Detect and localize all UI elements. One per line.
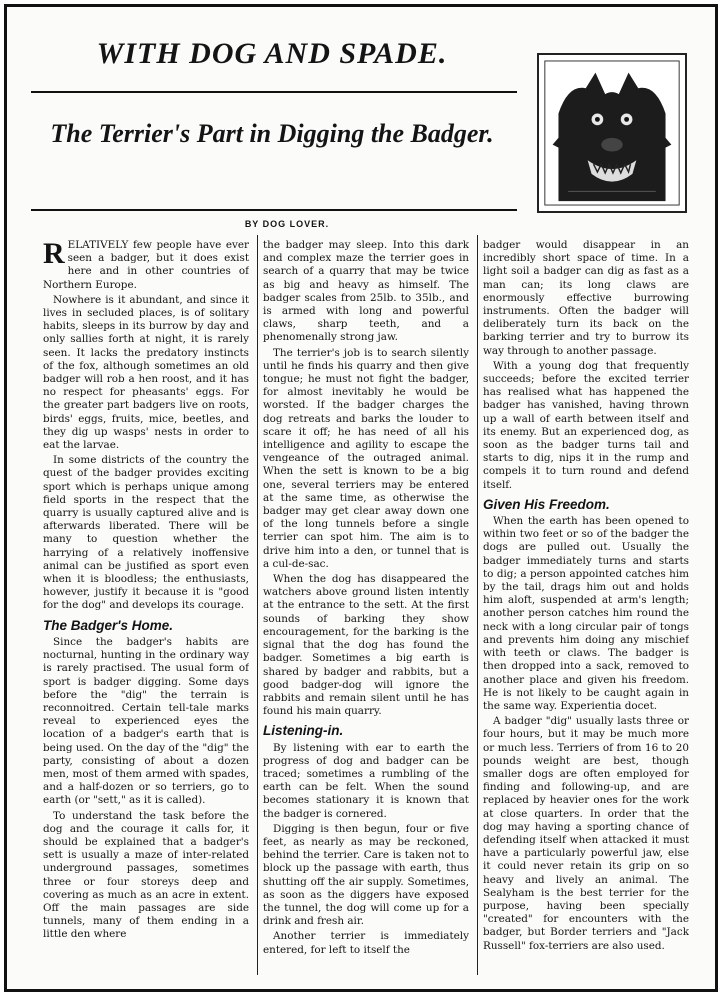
paragraph xyxy=(43,454,249,612)
column-divider xyxy=(477,235,478,975)
paragraph-text: ELATIVELY few people have ever seen a badger, but it does exist here and in other countries of Northern Europe. xyxy=(43,239,249,291)
lead-paragraph xyxy=(43,239,249,292)
headline: WITH DOG AND SPADE. xyxy=(96,37,448,70)
paragraph xyxy=(483,515,689,713)
subheadline: The Terrier's Part in Digging the Badger. xyxy=(50,119,494,148)
paragraph-text: With a young dog that frequently succeeds; before the excited terrier has realised what has happened the badger has vanished, having thrown up a wall of earth between itself and its enemy. But an experienced dog, as soon as the badger turns tail and starts to dig, nips it in the rump and compels it to turn round and defend itself. xyxy=(483,359,689,491)
paragraph xyxy=(263,347,469,571)
byline: BY DOG LOVER. xyxy=(244,219,330,229)
subheadline-rule xyxy=(31,209,517,211)
paragraph-text: By listening with ear to earth the progress of dog and badger can be traced; sometimes a rumbling of the earth can be felt. When the sound becomes stationary it is known that the badger is cornered. xyxy=(263,741,469,820)
paragraph-text: To understand the task before the dog and the courage it calls for, it should be explained that a badger's sett is usually a maze of inter-related underground passages, sometimes three or four storeys deep and covering as much as an acre in extent. Off the main passages are side tunnels, many of them ending in a little den where xyxy=(43,809,249,941)
paragraph xyxy=(483,239,689,358)
paragraph-text: When the dog has disappeared the watchers above ground listen intently at the entrance to the sett. At the first sounds of barking they show encouragement, for the barking is the signal that the dog has found the badger. Sometimes a big earth is shared by badger and rabbits, but a good badger-dog will ignore the rabbits and remain silent until he has found his main quarry. xyxy=(263,573,469,718)
paragraph-text: the badger may sleep. Into this dark and complex maze the terrier goes in search of a quarry that may be twice as big and heavy as himself. The badger scales from 25lb. to 35lb., and is armed with long and powerful claws, sharp teeth, and a phenomenally strong jaw. xyxy=(263,239,469,344)
paragraph-text: Nowhere is it abundant, and since it lives in secluded places, is of solitary habits, sleeps in its burrow by day and only sallies forth at night, it is rarely seen. It lacks the predatory instincts of the fox, although sometimes an old badger will rob a hen roost, and it has no respect for pheasants' eggs. For the greater part badgers live on roots, birds' eggs, fruits, mice, beetles, and they dig up wasps' nests in order to eat the larvae. xyxy=(43,293,249,452)
paragraph xyxy=(43,294,249,452)
paragraph-text: When the earth has been opened to within two feet or so of the badger the dogs are pulled out. Usually the badger immediately turns and starts to dig; a person appointed catches him by the tail, drags him out and holds him aloft, suspended at arm's length; another person catches him round the neck with a long circular pair of tongs and prevents him doing any mischief with teeth or claws. The badger is then dropped into a sack, removed to another place and given his freedom. He is not likely to be caught again in the same way. Experientia docet. xyxy=(483,515,689,712)
paragraph xyxy=(263,573,469,718)
article-column-2 xyxy=(263,239,469,981)
paragraph-text: The terrier's job is to search silently until he finds his quarry and then give tongue; he must not fight the badger, for almost inevitably he would be worsted. If the badger charges the dog retreats and barks the louder to scare it off; he has need of all his intelligence and agility to escape the vengeance of the outraged animal. When the sett is known to be a big one, several terriers may be entered at the same time, as otherwise the badger may get clear away down one of the long tunnels before a single terrier can spot him. The aim is to drive him into a den, or tunnel that is a cul-de-sac. xyxy=(263,346,469,570)
section-heading: The Badger's Home. xyxy=(43,617,173,633)
paragraph xyxy=(263,239,469,345)
paragraph xyxy=(43,810,249,942)
paragraph xyxy=(483,360,689,492)
paragraph-text: Another terrier is immediately entered, for left to itself the xyxy=(263,930,469,956)
column-divider xyxy=(257,235,258,975)
paragraph xyxy=(263,930,469,956)
paragraph-text: Digging is then begun, four or five feet, as nearly as may be reckoned, behind the terrier. Care is taken not to block up the passage with earth, thus shutting off the air supply. Sometimes, as soon as the diggers have exposed the tunnel, the dog will come up for a drink and fresh air. xyxy=(263,822,469,928)
paragraph-text: Since the badger's habits are nocturnal, hunting in the ordinary way is rarely practised. The usual form of sport is badger digging. Some days before the "dig" the terrain is reconnoitred. Certain tell-tale marks reveal to experienced eyes the location of a badger's earth that is being used. On the day of the "dig" the party, consisting of about a dozen men, most of them armed with spades, and a half-dozen or so terriers, go to earth (or "sett," as it is called). xyxy=(43,635,249,807)
paragraph xyxy=(263,823,469,929)
headline-rule xyxy=(31,91,517,93)
article-column-3 xyxy=(483,239,689,981)
section-heading: Listening-in. xyxy=(263,723,344,739)
paragraph xyxy=(263,742,469,821)
newspaper-clipping xyxy=(4,4,718,992)
terrier-head-icon xyxy=(539,55,685,211)
drop-cap: R xyxy=(43,239,65,270)
paragraph xyxy=(483,715,689,953)
terrier-illustration xyxy=(537,53,687,213)
paragraph-text: badger would disappear in an incredibly short space of time. In a light soil a badger can dig as fast as a man can; its long claws are enormously effective burrowing instruments. Often the badger will deliberately turn its back on the barking terrier and try to burrow its way through to another passage. xyxy=(483,239,689,357)
paragraph-text: In some districts of the country the quest of the badger provides exciting sport which is perhaps unique among field sports in the respect that the quarry is usually captured alive and is afterwards liberated. There will be many to question whether the harrying of a relatively inoffensive animal can be justified as sport even when it is bloodless; the enthusiasts, however, justify it because it is "good for the dog" and develops its courage. xyxy=(43,454,249,612)
paragraph xyxy=(43,636,249,808)
section-heading: Given His Freedom. xyxy=(483,496,610,512)
article-column-1 xyxy=(43,239,249,981)
paragraph-text: A badger "dig" usually lasts three or four hours, but it may be much more or much less. Terriers of from 16 to 20 pounds weight are best, though smaller dogs are often employed for finding and following-up, and are replaced by heavier ones for the work at close quarters. In order that the dog may having a sporting chance of defending itself when attacked it must have a particularly powerful jaw, else it could never retain its grip on so heavy and lively an animal. The Sealyham is the best terrier for the purpose, having been specially "created" for encounters with the badger, but Border terriers and "Jack Russell" fox-terriers are also used. xyxy=(483,715,689,952)
